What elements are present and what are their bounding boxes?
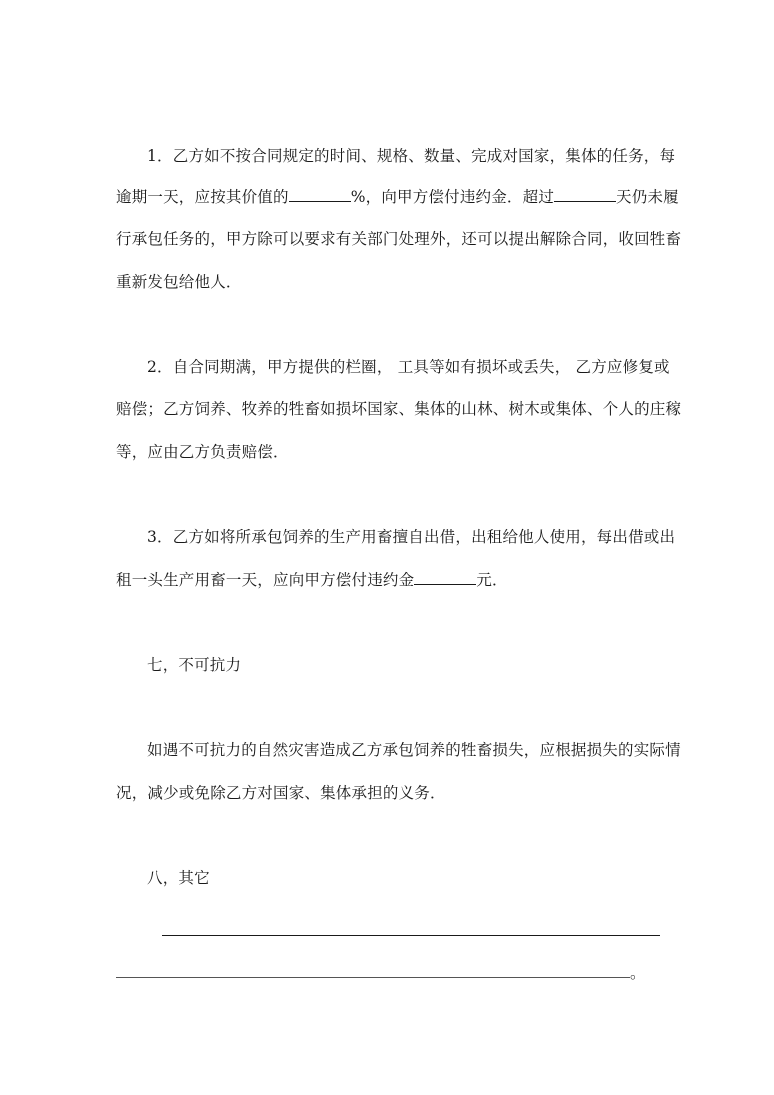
days-blank[interactable] (554, 186, 616, 202)
section1-line4: 重新发包给他人． (116, 273, 242, 291)
section1-line1: 1．乙方如不按合同规定的时间、规格、数量、完成对国家，集体的任务，每 (147, 147, 676, 165)
section2-line2: 赔偿；乙方饲养、牧养的牲畜如损坏国家、集体的山林、树木或集体、个人的庄稼 (116, 400, 682, 418)
section1-line2-part-a: 逾期一天，应按其价值的 (116, 188, 289, 206)
section7-line1: 如遇不可抗力的自然灾害造成乙方承包饲养的牲畜损失，应根据损失的实际情 (147, 741, 681, 759)
penalty-amount-blank[interactable] (414, 569, 476, 585)
section3-line2-part-b: 元． (476, 571, 508, 589)
other-terms-line-1[interactable] (162, 935, 660, 936)
percentage-blank[interactable] (289, 186, 351, 202)
section1-line2-part-b: %，向甲方偿付违约金．超过 (350, 188, 555, 206)
section1-line3: 行承包任务的，甲方除可以要求有关部门处理外，还可以提出解除合同，收回牲畜 (116, 230, 682, 248)
section1-line2-part-c: 天仍未履 (616, 188, 679, 206)
section3-line2 (116, 569, 508, 591)
heading-force-majeure: 七，不可抗力 (147, 656, 242, 674)
section1-line2 (116, 186, 679, 208)
section2-line1: 2．自合同期满，甲方提供的栏圈， 工具等如有损坏或丢失， 乙方应修复或 (147, 358, 670, 376)
end-period: 。 (630, 964, 646, 982)
section7-line2: 况，减少或免除乙方对国家、集体承担的义务． (116, 784, 446, 802)
section3-line1: 3．乙方如将所承包饲养的生产用畜擅自出借，出租给他人使用，每出借或出 (147, 528, 676, 546)
other-terms-line-2[interactable] (116, 977, 630, 978)
heading-other: 八，其它 (147, 869, 210, 887)
section3-line2-part-a: 租一头生产用畜一天，应向甲方偿付违约金 (116, 571, 415, 589)
section2-line3: 等，应由乙方负责赔偿． (116, 443, 289, 461)
